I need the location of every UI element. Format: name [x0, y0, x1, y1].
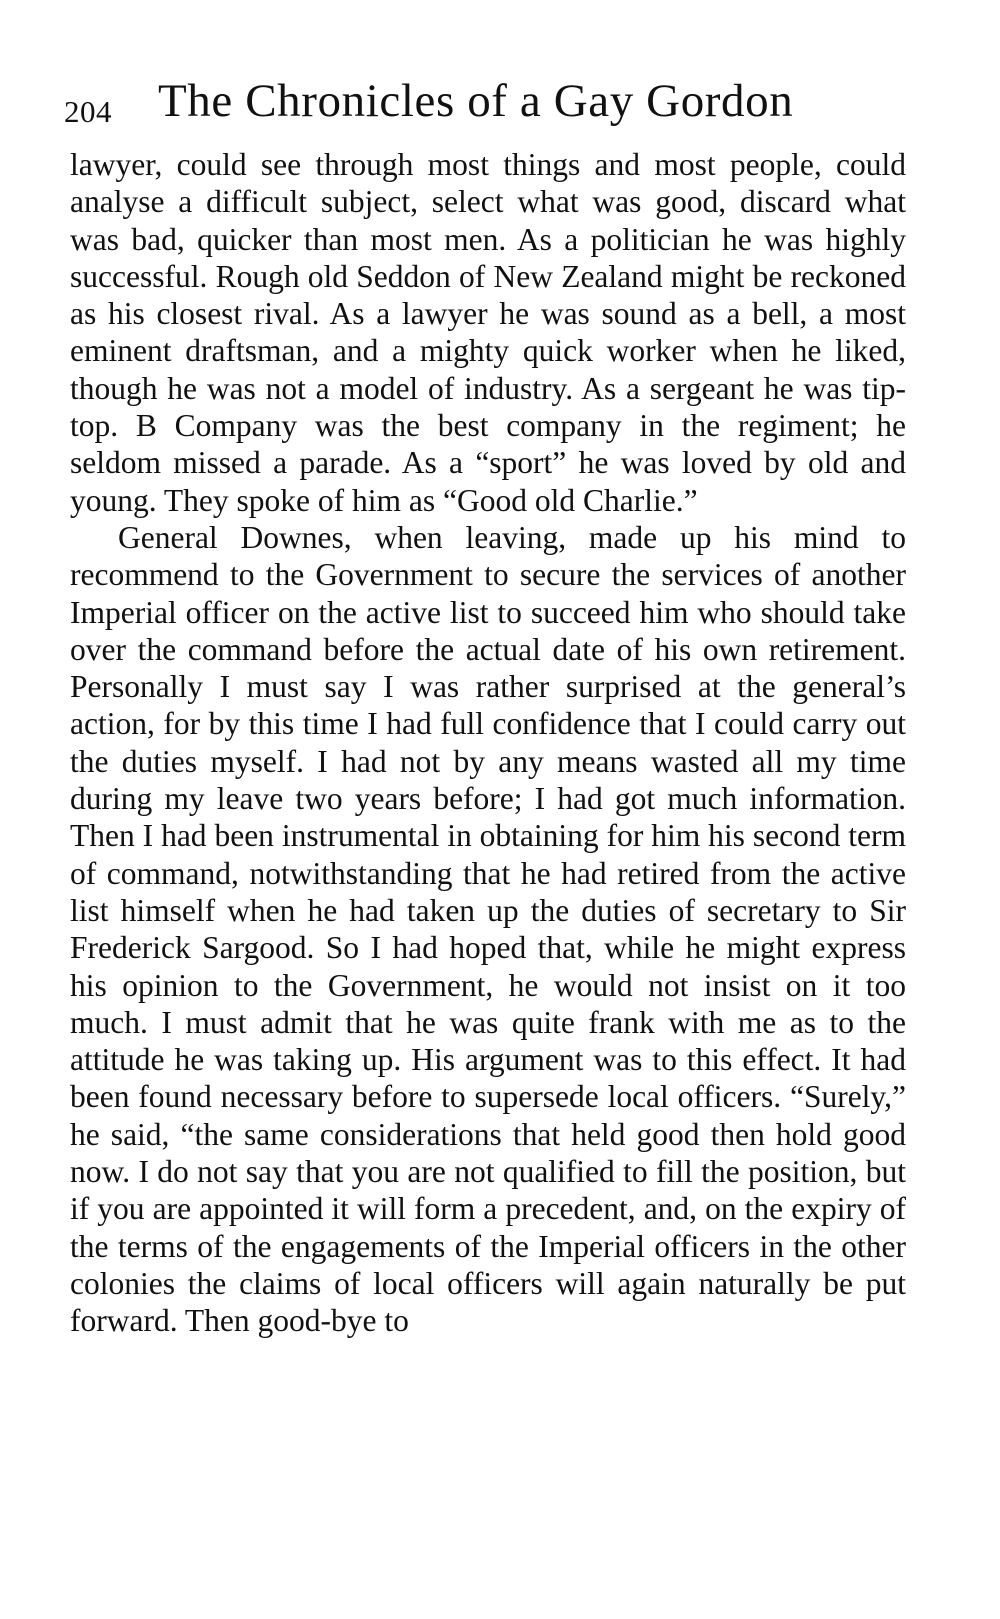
paragraph-continued: lawyer, could see through most things and most people, could analyse a difficult subject, select what was good, discard what was bad, quicker than most men. As a politician he was highly successful. Rough old Seddon of New Zealand might be reckoned as his closest rival. As a lawyer he was sound as a bell, a most eminent draftsman, and a mighty quick worker when he liked, though he was not a model of industry. As a sergeant he was tip-top. B Company was the best company in the regiment; he seldom missed a parade. As a “sport” he was loved by old and young. They spoke of him as “Good old Charlie.” — [70, 147, 906, 518]
paragraph-general-downes: General Downes, when leaving, made up his mind to recommend to the Government to secure the services of another Imperial officer on the active list to succeed him who should take over the command before the actual date of his own retirement. Personally I must say I was rather surprised at the general’s action, for by this time I had full confidence that I could carry out the duties myself. I had not by any means wasted all my time during my leave two years before; I had got much information. Then I had been instrumental in obtaining for him his second term of command, notwithstanding that he had retired from the active list himself when he had taken up the duties of secretary to Sir Frederick Sargood. So I had hoped that, while he might express his opinion to the Government, he would not insist on it too much. I must admit that he was quite frank with me as to the attitude he was taking up. His argument was to this effect. It had been found necessary before to supersede local officers. “Surely,” he said, “the same considerations that held good then hold good now. I do not say that you are not qualified to fill the position, but if you are appointed it will form a precedent, and, on the expiry of the terms of the engagements of the Imperial officers in the other colonies the claims of local officers will again naturally be put forward. Then good-bye to — [70, 519, 906, 1339]
body-text — [70, 146, 906, 1340]
running-title: The Chronicles of a Gay Gordon — [158, 75, 794, 127]
page-number: 204 — [64, 94, 112, 129]
running-header — [64, 74, 944, 136]
